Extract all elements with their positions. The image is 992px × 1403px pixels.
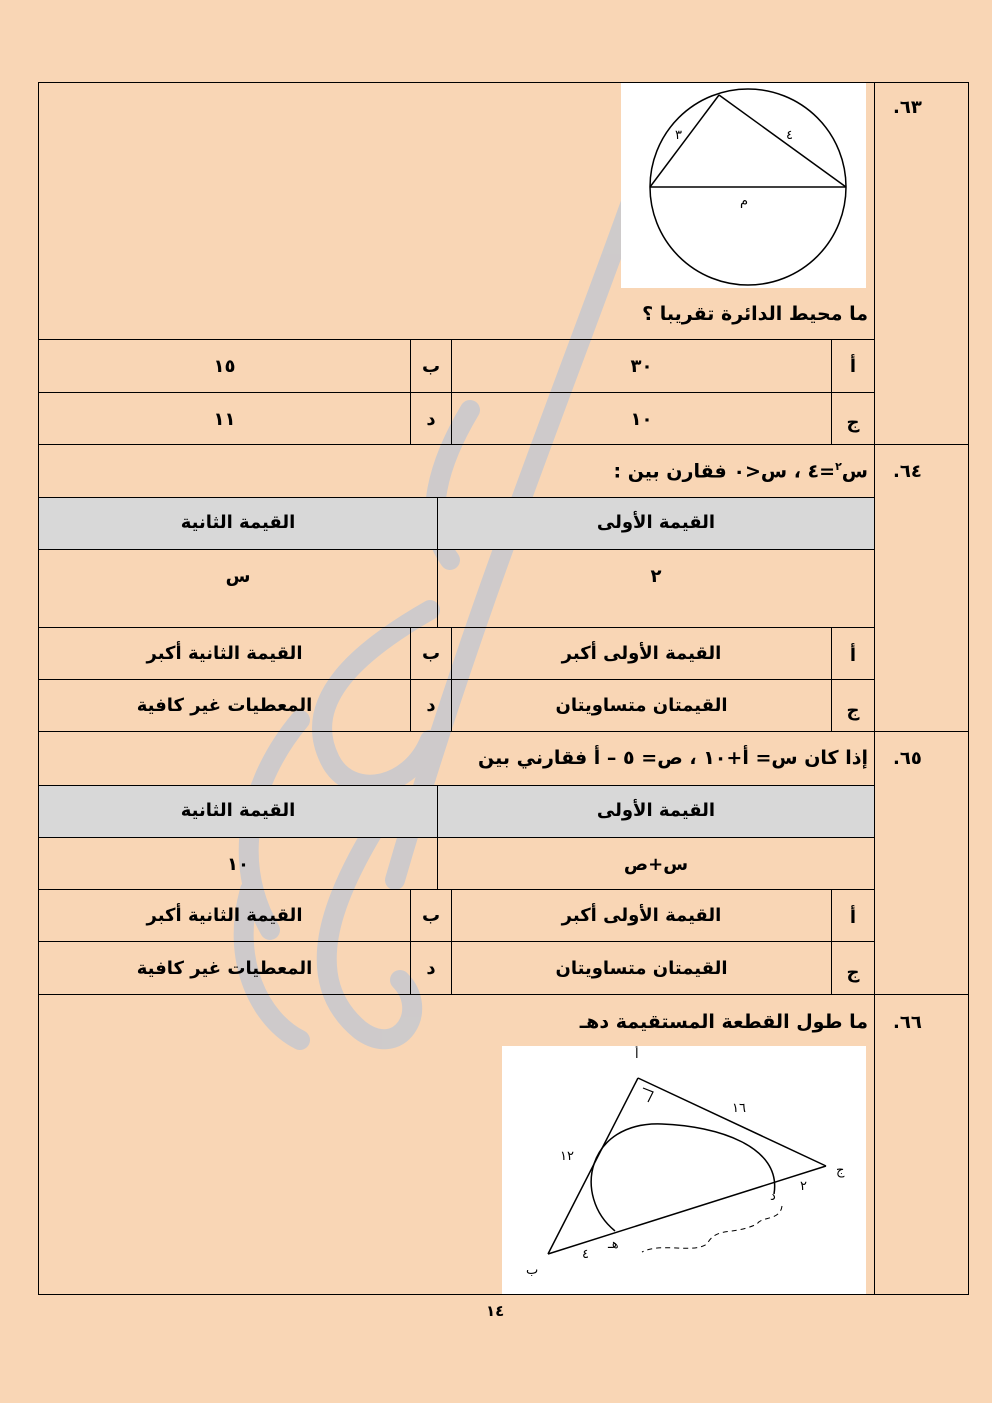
q63-option-b-value[interactable]: ١٥ (213, 356, 236, 377)
q63-option-c-letter: ج (846, 412, 860, 433)
q64-var: س (841, 460, 868, 483)
q63-option-a-letter: أ (849, 356, 857, 377)
q65-number: ٦٥. (893, 748, 922, 769)
q63-option-c-value[interactable]: ١٠ (630, 409, 653, 430)
triangle-incircle-diagram (502, 1046, 866, 1294)
q64-col1-header: القيمة الأولى (596, 512, 716, 533)
q66-point-d: د (770, 1189, 776, 1204)
q65-option-b-letter: ب (421, 905, 441, 926)
q65-col1-value: س+ص (623, 854, 689, 875)
q64-col2-header: القيمة الثانية (180, 512, 296, 533)
q66-length-16: ١٦ (732, 1101, 746, 1116)
q65-col1-header: القيمة الأولى (596, 800, 716, 821)
q65-option-c-value[interactable]: القيمتان متساويتان (555, 958, 728, 979)
q63-circle-figure (621, 83, 866, 288)
q64-option-b-letter: ب (421, 643, 441, 664)
q64-option-b-value[interactable]: القيمة الثانية أكبر (146, 643, 303, 664)
q64-col2-value: س (225, 566, 251, 587)
q64-option-c-letter: ج (846, 700, 860, 721)
q63-question-text: ما محيط الدائرة تقريبا ؟ (642, 303, 868, 325)
number-column-divider (874, 82, 875, 1295)
q64-rest: =٤ ، س<٠ فقارن بين : (613, 460, 836, 483)
q65-col2-header: القيمة الثانية (180, 800, 296, 821)
q66-vertex-j: ج (836, 1163, 845, 1178)
q64-option-d-letter: د (426, 695, 436, 716)
page-number: ١٤ (486, 1302, 505, 1320)
q63-number: ٦٣. (893, 97, 922, 118)
q66-length-4: ٤ (582, 1247, 589, 1262)
q64-option-c-value[interactable]: القيمتان متساويتان (555, 695, 728, 716)
q64-col1-value: ٢ (650, 566, 662, 587)
q66-length-12: ١٢ (560, 1149, 574, 1164)
q65-col2-value: ١٠ (227, 854, 249, 875)
q65-option-c-letter: ج (846, 962, 860, 983)
q64-option-d-value[interactable]: المعطيات غير كافية (136, 695, 313, 716)
q65-option-b-value[interactable]: القيمة الثانية أكبر (146, 905, 303, 926)
q66-vertex-a: أ (635, 1047, 639, 1062)
q64-exponent: ٢ (835, 460, 842, 473)
q64-option-a-letter: أ (849, 645, 857, 666)
q63-label-side-a: ٣ (675, 128, 682, 143)
q63-option-a-value[interactable]: ٣٠ (630, 356, 653, 377)
q64-option-a-value[interactable]: القيمة الأولى أكبر (561, 643, 722, 664)
q65-option-d-letter: د (426, 958, 436, 979)
q63-option-d-letter: د (426, 409, 436, 430)
q66-length-2: ٢ (800, 1179, 807, 1194)
q65-option-d-value[interactable]: المعطيات غير كافية (136, 958, 313, 979)
q66-number: ٦٦. (893, 1012, 922, 1033)
q65-question-text: إذا كان س= أ+١٠ ، ص= ٥ – أ فقارني بين (478, 747, 868, 769)
q64-question-text (613, 460, 868, 482)
q63-option-d-value[interactable]: ١١ (213, 409, 236, 430)
q65-option-a-letter: أ (849, 907, 857, 928)
q66-triangle-figure (502, 1046, 866, 1294)
q64-number: ٦٤. (893, 461, 922, 482)
q65-option-a-value[interactable]: القيمة الأولى أكبر (561, 905, 722, 926)
circle-triangle-diagram (621, 83, 866, 288)
q66-question-text: ما طول القطعة المستقيمة دهـ (579, 1011, 868, 1033)
q63-label-side-b: ٤ (786, 128, 793, 143)
q63-label-center: م (740, 194, 749, 209)
q66-point-h: هـ (608, 1237, 619, 1252)
q66-vertex-b: ب (526, 1263, 539, 1278)
q63-option-b-letter: ب (421, 356, 441, 377)
